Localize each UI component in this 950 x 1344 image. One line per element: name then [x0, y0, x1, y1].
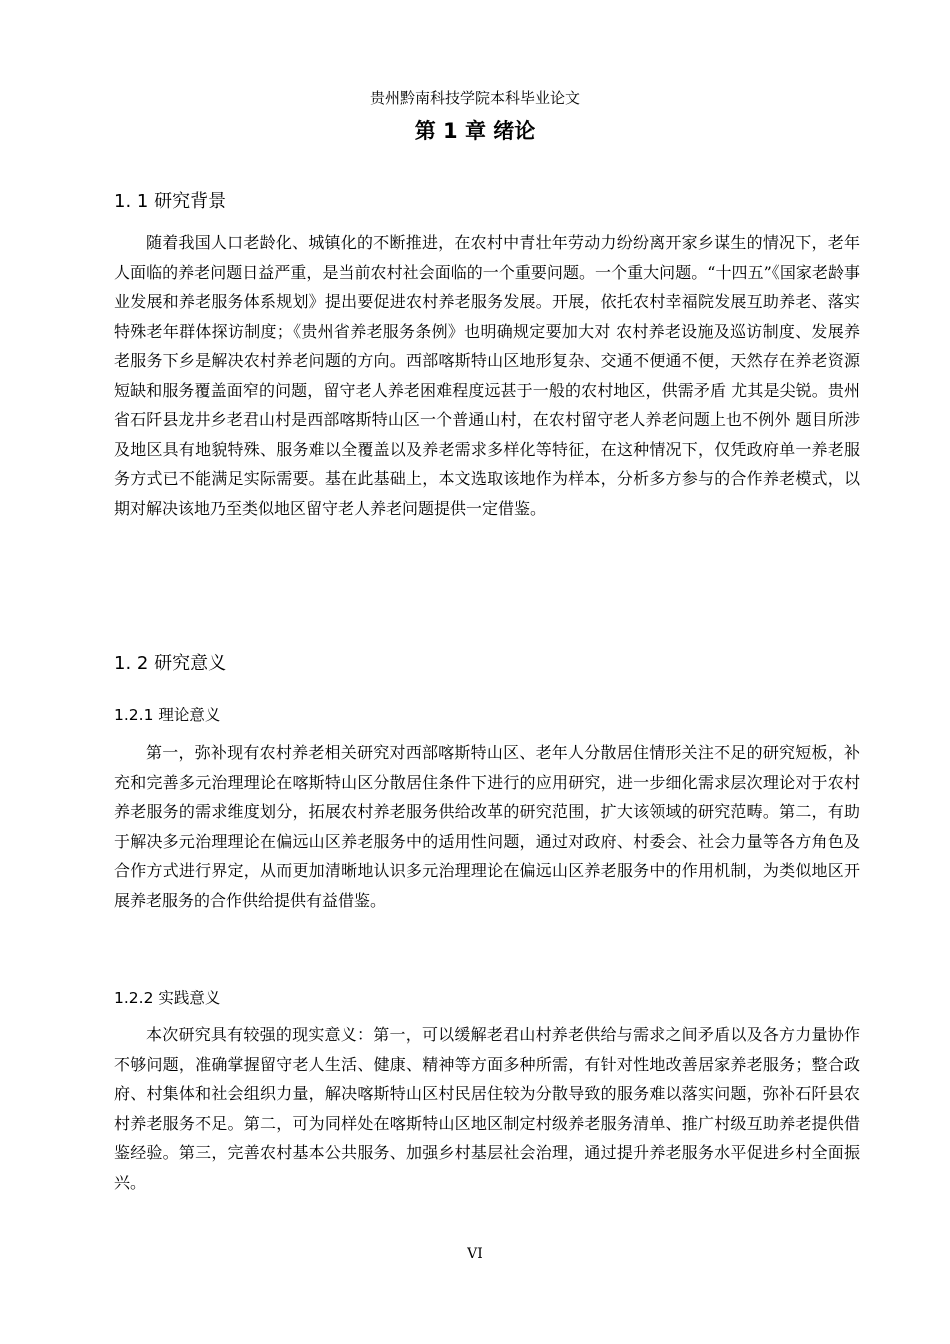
chapter-title: 第 1 章 绪论 [414, 119, 536, 143]
section-heading-1-1: 1. 1 研究背景 [114, 191, 227, 212]
subsection-heading-1-2-2: 1.2.2 实践意义 [114, 989, 221, 1007]
page-number: VI [467, 1246, 483, 1262]
running-header: 贵州黔南科技学院本科毕业论文 [369, 89, 580, 107]
subsection-heading-1-2-1: 1.2.1 理论意义 [114, 706, 221, 724]
subsection-paragraph-1-2-2: 本次研究具有较强的现实意义：第一，可以缓解老君山村养老供给与需求之间矛盾以及各方力量协作不够问题，准确掌握留守老人生活、健康、精神等方面多种所需，有针对性地改善居家养老服务；整合政府、村集体和社会组织力量，解决喀斯特山区村民居住较为分散导致的服务难以落实问题，弥补石阡县农村养老服务不足。第二，可为同样处在喀斯特山区地区制定村级养老服务清单、推广村级互助养老提供借鉴经验。第三，完善农村基本公共服务、加强乡村基层社会治理，通过提升养老服务水平促进乡村全面振兴。 [114, 1025, 860, 1192]
subsection-paragraph-1-2-1: 第一，弥补现有农村养老相关研究对西部喀斯特山区、老年人分散居住情形关注不足的研究短板，补充和完善多元治理理论在喀斯特山区分散居住条件下进行的应用研究，进一步细化需求层次理论对于农村养老服务的需求维度划分，拓展农村养老服务供给改革的研究范围，扩大该领域的研究范畴。第二，有助于解决多元治理理论在偏远山区养老服务中的适用性问题，通过对政府、村委会、社会力量等各方角色及合作方式进行界定，从而更加清晰地认识多元治理理论在偏远山区养老服务中的作用机制，为类似地区开展养老服务的合作供给提供有益借鉴。 [114, 743, 860, 910]
section-paragraph-1-1: 随着我国人口老龄化、城镇化的不断推进，在农村中青壮年劳动力纷纷离开家乡谋生的情况下，老年人面临的养老问题日益严重，是当前农村社会面临的一个重要问题。一个重大问题。“十四五”《国家老龄事业发展和养老服务体系规划》提出要促进农村养老服务发展。开展，依托农村幸福院发展互助养老、落实特殊老年群体探访制度；《贵州省养老服务条例》也明确规定要加大对 农村养老设施及巡访制度、发展养老服务下乡是解决农村养老问题的方向。西部喀斯特山区地形复杂、交通不便通不便，天然存在养老资源短缺和服务覆盖面窄的问题，留守老人养老困难程度远甚于一般的农村地区，供需矛盾 尤其是尖锐。贵州省石阡县龙井乡老君山村是西部喀斯特山区一个普通山村，在农村留守老人养老问题上也不例外 题目所涉及地区具有地貌特殊、服务难以全覆盖以及养老需求多样化等特征，在这种情况下，仅凭政府单一养老服务方式已不能满足实际需要。基在此基础上，本文选取该地作为样本，分析多方参与的合作养老模式，以期对解决该地乃至类似地区留守老人养老问题提供一定借鉴。 [114, 233, 860, 518]
section-heading-1-2: 1. 2 研究意义 [114, 653, 227, 674]
